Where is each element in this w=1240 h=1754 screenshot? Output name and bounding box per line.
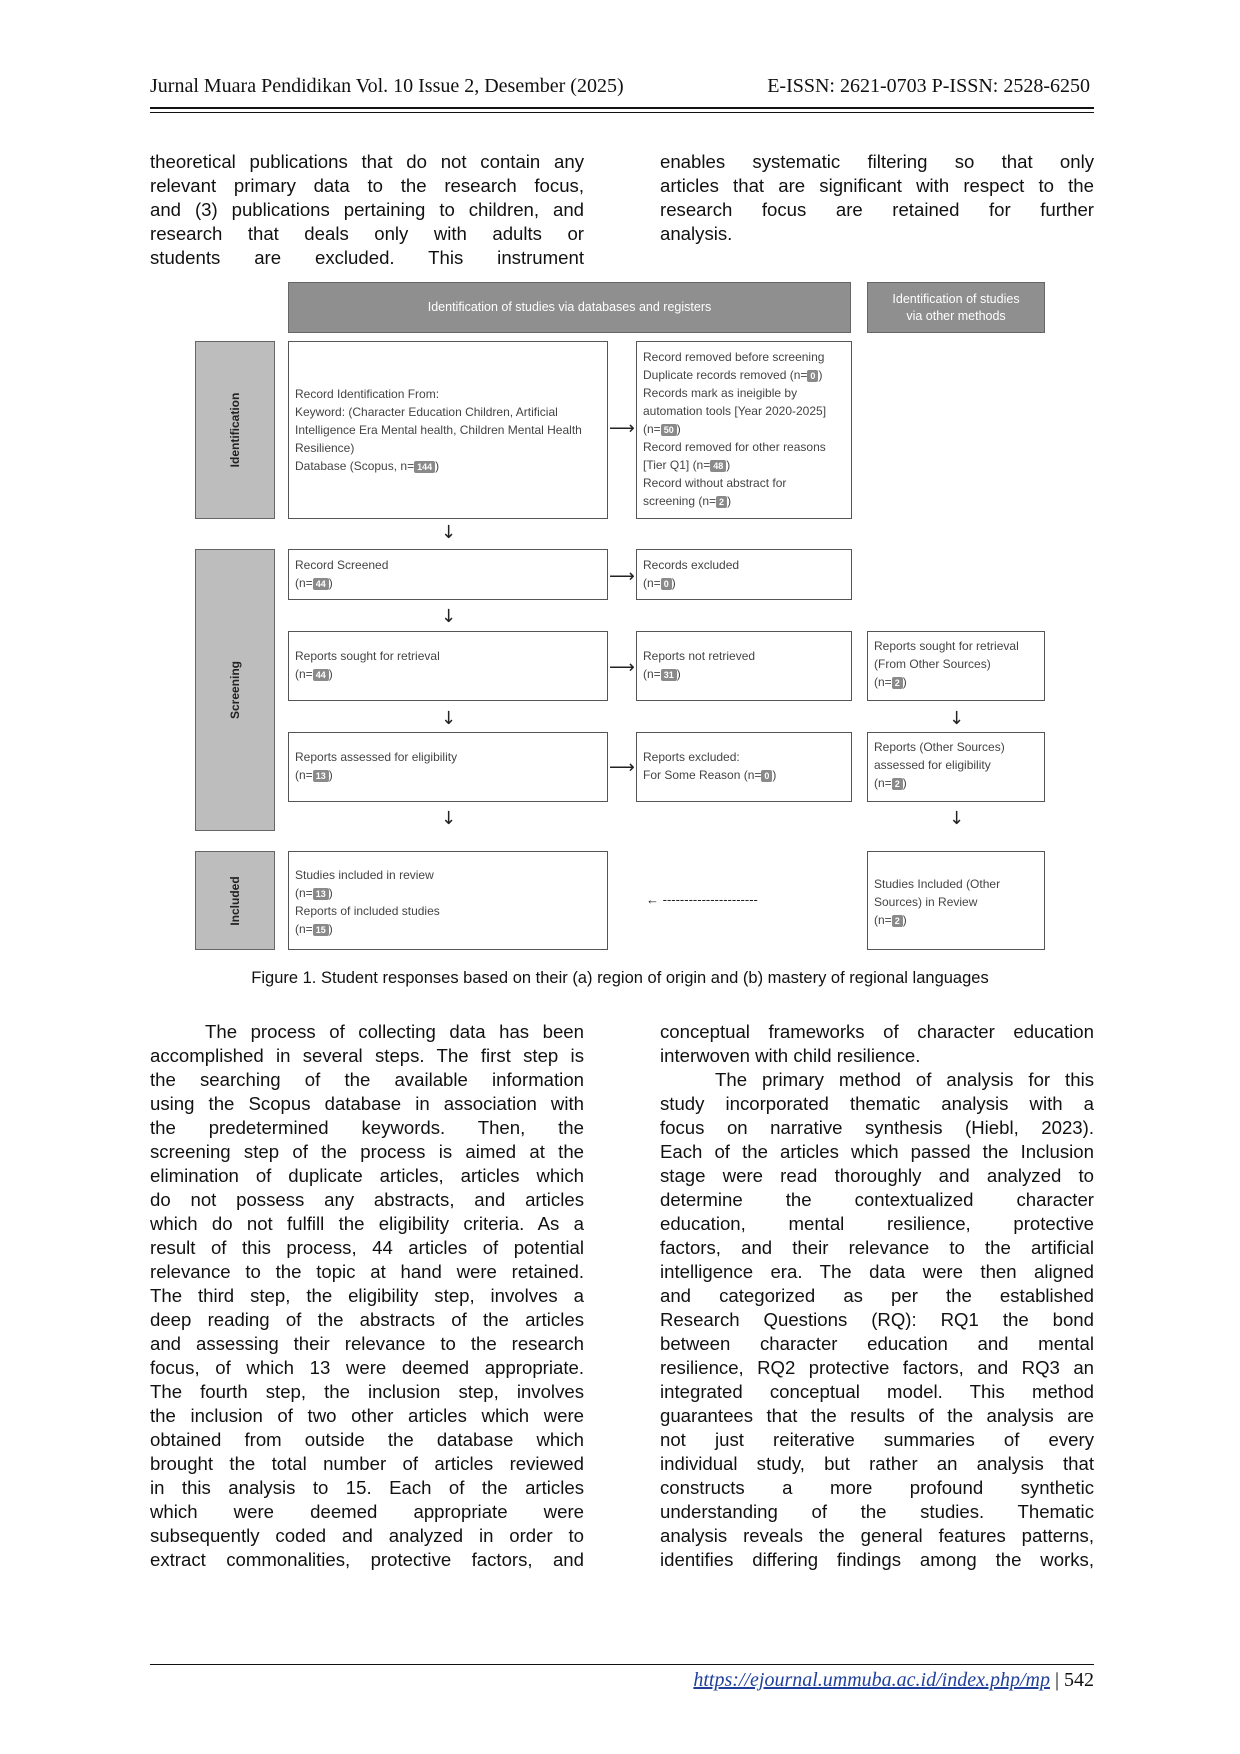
header-other-methods	[867, 282, 1045, 333]
reports-assessed-box: Reports assessed for eligibility (n= 13 )	[288, 732, 608, 802]
arrow-down-icon: ↓	[949, 708, 965, 729]
header-rule-thin	[150, 112, 1094, 113]
text-line: elimination of duplicate articles, articles which	[150, 1165, 584, 1186]
reports-sought-box: Reports sought for retrieval (n= 44 )	[288, 631, 608, 701]
body-right-column	[660, 1020, 1094, 1572]
text-line: guarantees that the results of the analysis are	[660, 1405, 1094, 1426]
text-line: relevant primary data to the research focus,	[150, 175, 584, 196]
text-line: The process of collecting data has been	[205, 1021, 584, 1042]
count-badge: 50	[661, 424, 677, 436]
text-line: study incorporated thematic analysis with a	[660, 1093, 1094, 1114]
text-line: do not possess any abstracts, and articles	[150, 1189, 584, 1210]
figure-caption: Figure 1. Student responses based on their (a) region of origin and (b) mastery of regional languages	[251, 969, 989, 987]
count-badge: 144	[414, 461, 435, 473]
text-line: identifies differing findings among the works,	[660, 1549, 1094, 1570]
count-badge: 2	[892, 677, 903, 689]
reports-not-retrieved-box: Reports not retrieved (n= 31 )	[636, 631, 852, 701]
text-line: deep reading of the abstracts of the articles	[150, 1309, 584, 1330]
reports-sought-other-box: Reports sought for retrieval (From Other Sources) (n= 2 )	[867, 631, 1045, 701]
journal-url-link[interactable]: https://ejournal.ummuba.ac.id/index.php/mp	[693, 1669, 1050, 1691]
text-line: accomplished in several steps. The first step is	[150, 1045, 584, 1066]
dashed-arrow-left: ← ----------------------	[646, 892, 758, 907]
text-line: and categorized as per the established	[660, 1285, 1094, 1306]
text-line: not just reiterative summaries of every	[660, 1429, 1094, 1450]
text-line: conceptual frameworks of character education	[660, 1021, 1094, 1042]
page-number: | 542	[1049, 1669, 1094, 1691]
header-databases-registers: Identification of studies via databases and registers	[288, 282, 851, 333]
text-line: enables systematic filtering so that only	[660, 151, 1094, 172]
arrow-down-icon: ↓	[441, 606, 457, 627]
text-line: determine the contextualized character	[660, 1189, 1094, 1210]
text-line: theoretical publications that do not contain any	[150, 151, 584, 172]
text-line: which were deemed appropriate were	[150, 1501, 584, 1522]
reports-excluded-box: Reports excluded: For Some Reason (n= 0 )	[636, 732, 852, 802]
text-line: the inclusion of two other articles which were	[150, 1405, 584, 1426]
text-line: factors, and their relevance to the artificial	[660, 1237, 1094, 1258]
text-line: integrated conceptual model. This method	[660, 1381, 1094, 1402]
phase-included: Included	[195, 851, 275, 950]
record-id-line: Intelligence Era Mental health, Children Mental Health	[295, 423, 582, 437]
text-line: articles that are significant with respect to the	[660, 175, 1094, 196]
text-line: screening step of the process is aimed at the	[150, 1141, 584, 1162]
text-line: between character education and mental	[660, 1333, 1094, 1354]
record-identification-box: Record Identification From: Keyword: (Character Education Children, Artificial Intelligence Era Mental health, Children Mental Health Resilience) Database (Scopus, n= 144 )	[288, 341, 608, 519]
arrow-right-icon: ⟶	[609, 657, 635, 678]
page-footer	[693, 1669, 1094, 1692]
arrow-down-icon: ↓	[441, 808, 457, 829]
text-line: analysis.	[660, 223, 733, 244]
header-rule-thick	[150, 107, 1094, 109]
record-screened-box: Record Screened (n= 44 )	[288, 549, 608, 600]
count-badge: 0	[807, 370, 818, 382]
header-other-line: via other methods	[906, 308, 1006, 323]
count-badge: 13	[313, 770, 329, 782]
text-line: extract commonalities, protective factors, and	[150, 1549, 584, 1570]
text-line: subsequently coded and analyzed in order to	[150, 1525, 584, 1546]
count-badge: 2	[892, 915, 903, 927]
arrow-down-icon: ↓	[441, 708, 457, 729]
arrow-right-icon: ⟶	[609, 418, 635, 439]
count-badge: 31	[661, 669, 677, 681]
text-line: relevance to the topic at hand were retained.	[150, 1261, 584, 1282]
text-line: education, mental resilience, protective	[660, 1213, 1094, 1234]
text-line: the predetermined keywords. Then, the	[150, 1117, 584, 1138]
text-line: using the Scopus database in association with	[150, 1093, 584, 1114]
text-line: obtained from outside the database which	[150, 1429, 584, 1450]
text-line: individual study, but rather an analysis that	[660, 1453, 1094, 1474]
text-line: interwoven with child resilience.	[660, 1045, 921, 1066]
text-line: which do not fulfill the eligibility criteria. As a	[150, 1213, 584, 1234]
running-header-issn: E-ISSN: 2621-0703 P-ISSN: 2528-6250	[767, 75, 1090, 97]
count-badge: 0	[761, 770, 772, 782]
text-line: The third step, the eligibility step, involves a	[150, 1285, 584, 1306]
records-excluded-box: Records excluded (n= 0 )	[636, 549, 852, 600]
body-left-column	[150, 1020, 584, 1572]
arrow-right-icon: ⟶	[609, 566, 635, 587]
text-line: result of this process, 44 articles of potential	[150, 1237, 584, 1258]
text-line: understanding of the studies. Thematic	[660, 1501, 1094, 1522]
studies-included-other-box: Studies Included (Other Sources) in Review (n= 2 )	[867, 851, 1045, 950]
footer-rule	[150, 1664, 1094, 1665]
intro-left-column	[150, 150, 584, 270]
count-badge: 44	[313, 578, 329, 590]
record-id-line: Keyword: (Character Education Children, Artificial	[295, 405, 558, 419]
count-badge: 44	[313, 669, 329, 681]
count-badge: 15	[313, 924, 329, 936]
phase-identification: Identification	[195, 341, 275, 519]
header-other-line: Identification of studies	[892, 291, 1020, 306]
count-badge: 48	[710, 460, 726, 472]
phase-screening: Screening	[195, 549, 275, 831]
records-removed-box: Record removed before screening Duplicate records removed (n= 0 ) Records mark as ineigible by automation tools [Year 2020-2025] (n= 50 ) Record removed for other reasons [Tier Q1] (n= 48 ) Record without abstract for screening (n= 2 )	[636, 341, 852, 519]
text-line: resilience, RQ2 protective factors, and RQ3 an	[660, 1357, 1094, 1378]
studies-included-box: Studies included in review (n= 13 ) Reports of included studies (n= 15 )	[288, 851, 608, 950]
text-line: Each of the articles which passed the Inclusion	[660, 1141, 1094, 1162]
count-badge: 2	[892, 778, 903, 790]
text-line: Research Questions (RQ): RQ1 the bond	[660, 1309, 1094, 1330]
text-line: brought the total number of articles reviewed	[150, 1453, 584, 1474]
text-line: stage were read thoroughly and analyzed to	[660, 1165, 1094, 1186]
count-badge: 13	[313, 888, 329, 900]
text-line: students are excluded. This instrument	[150, 247, 584, 268]
text-line: the searching of the available information	[150, 1069, 584, 1090]
text-line: and assessing their relevance to the research	[150, 1333, 584, 1354]
text-line: constructs a more profound synthetic	[660, 1477, 1094, 1498]
count-badge: 0	[661, 578, 672, 590]
count-badge: 2	[716, 496, 727, 508]
text-line: in this analysis to 15. Each of the articles	[150, 1477, 584, 1498]
arrow-right-icon: ⟶	[609, 757, 635, 778]
reports-assessed-other-box: Reports (Other Sources) assessed for eligibility (n= 2 )	[867, 732, 1045, 802]
text-line: The primary method of analysis for this	[715, 1069, 1094, 1090]
text-line: research focus are retained for further	[660, 199, 1094, 220]
text-line: and (3) publications pertaining to children, and	[150, 199, 584, 220]
text-line: research that deals only with adults or	[150, 223, 584, 244]
arrow-down-icon: ↓	[949, 808, 965, 829]
arrow-down-icon: ↓	[441, 522, 457, 543]
text-line: focus, of which 13 were deemed appropriate.	[150, 1357, 584, 1378]
text-line: intelligence era. The data were then aligned	[660, 1261, 1094, 1282]
record-id-line: Resilience)	[295, 441, 355, 455]
text-line: The fourth step, the inclusion step, involves	[150, 1381, 584, 1402]
running-header-journal: Jurnal Muara Pendidikan Vol. 10 Issue 2, Desember (2025)	[150, 75, 624, 97]
text-line: focus on narrative synthesis (Hiebl, 2023).	[660, 1117, 1094, 1138]
intro-right-column	[660, 150, 1094, 246]
record-id-line: Record Identification From:	[295, 387, 440, 401]
text-line: analysis reveals the general features patterns,	[660, 1525, 1094, 1546]
